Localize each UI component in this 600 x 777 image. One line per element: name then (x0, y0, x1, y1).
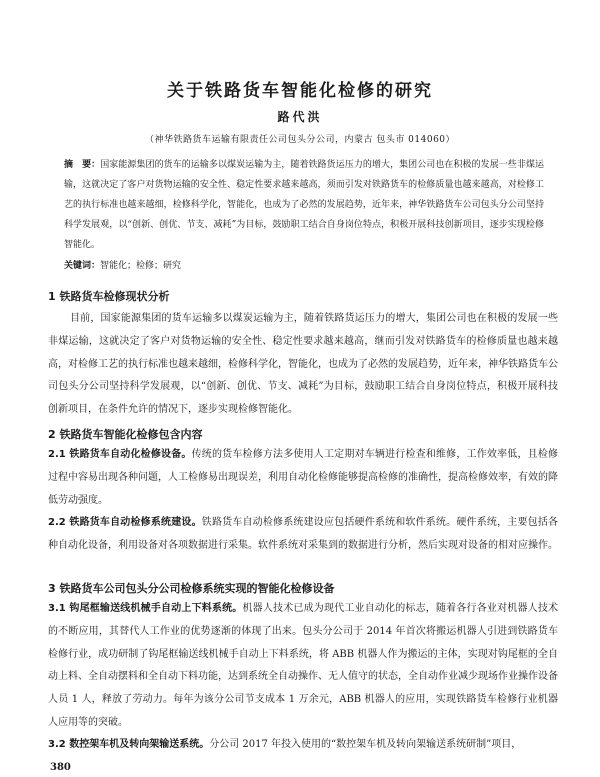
abstract-label: 摘 要： (64, 160, 101, 170)
abstract-text: 国家能源集团的货车的运输多以煤炭运输为主，随着铁路货运压力的增大，集团公司也在积极的发展一些非煤运输，这就决定了客户对货物运输的安全性、稳定性要求越来越高，须而引发对铁路货车的检修质量也越来越高，对检修工艺的执行标准也越来越细，检修科学化，智能化，也成为了必然的发展趋势，近年来，神华铁路货车公司包头分公司坚持科学发展观，以“创新、创优、节支、减耗”为目标，鼓励职工结合自身岗位特点，积极开展科技创新项目，逐步实现检修智能化。 (64, 160, 544, 250)
section-3-1-text: 机器人技术已成为现代工业自动化的标志，随着各行各业对机器人技术的不断应用，其替代人工作业的优势逐渐的体现了出来。包头分公司于 2014 年首次将搬运机器人引进到铁路货车检修行业，成功研制了钩尾框输送线机械手自动上下料系统，将 ABB 机器人作为搬运的主体，实现对钩尾框的全自动上料、全自动摆料和全自动下料功能，达到系统全自动操作、无人值守的状态，全自动作业减少现场作业操作设备人员 1 人，释放了劳动力。每年为该分公司节支成本 1 万余元，ABB 机器人的应用，实现铁路货车检修行业机器人应用等的突破。 (48, 603, 558, 728)
section-2-1-text: 传统的货车检修方法多使用人工定期对车辆进行检查和维修，工作效率低，且检修过程中容易出现各种问题，人工检修易出现误差，利用自动化检修能够提高检修的准确性，提高检修效率，有效的降低劳动强度。 (48, 449, 559, 506)
keywords-label: 关键词： (64, 261, 101, 271)
keywords (64, 258, 544, 271)
section-3-2-paragraph (48, 734, 558, 757)
page-number: 380 (50, 762, 71, 773)
section-3-2-heading: 3.2 数控架车机及转向架输送系统。 (48, 739, 210, 750)
keywords-text: 智能化；检修；研究 (100, 261, 182, 271)
section-2-1-paragraph (48, 444, 558, 512)
section-3-1-paragraph (48, 598, 558, 735)
author-affiliation: （神华铁路货车运输有限责任公司包头分公司，内蒙古 包头市 014060） (144, 135, 456, 145)
section-3-2-text: 分公司 2017 年投入使用的“数控架车机及转向架输送系统研制”项目， (209, 739, 522, 750)
section-2-2-text: 铁路货车自动检修系统建设应包括硬件系统和软件系统。硬件系统，主要包括各种自动化设备，利用设备对各项数据进行采集。软件系统对采集到的数据进行分析，然后实现对设备的相对应操作。 (48, 517, 558, 551)
section-1-heading: 1 铁路货车检修现状分析 (48, 290, 170, 303)
section-3-heading: 3 铁路货车公司包头分公司检修系统实现的智能化检修设备 (48, 582, 335, 595)
paper-title: 关于铁路货车智能化检修的研究 (167, 81, 433, 101)
abstract (64, 155, 544, 255)
section-2-2-paragraph (48, 512, 558, 558)
section-3-1-heading: 3.1 钩尾框输送线机械手自动上下料系统。 (48, 603, 243, 614)
section-1-paragraph: 目前，国家能源集团的货车运输多以煤炭运输为主，随着铁路货运压力的增大，集团公司也在积极的发展一些非煤运输，这就决定了客户对货物运输的安全性、稳定性要求越来越高，继而引发对铁路货车的检修质量也越来越高，对检修工艺的执行标准也越来越细，检修科学化，智能化，也成为了必然的发展趋势，近年来，神华铁路货车公司包头分公司坚持科学发展观，以“创新、创优、节支、减耗”为目标，鼓励职工结合自身岗位特点，积极开展科技创新项目，在条件允许的情况下，逐步实现检修智能化。 (48, 313, 558, 416)
author-name: 路代洪 (277, 110, 323, 124)
section-2-2-heading: 2.2 铁路货车自动检修系统建设。 (48, 517, 202, 528)
section-2-heading: 2 铁路货车智能化检修包含内容 (48, 428, 203, 441)
section-2-1-heading: 2.1 铁路货车自动化检修设备。 (48, 449, 192, 460)
